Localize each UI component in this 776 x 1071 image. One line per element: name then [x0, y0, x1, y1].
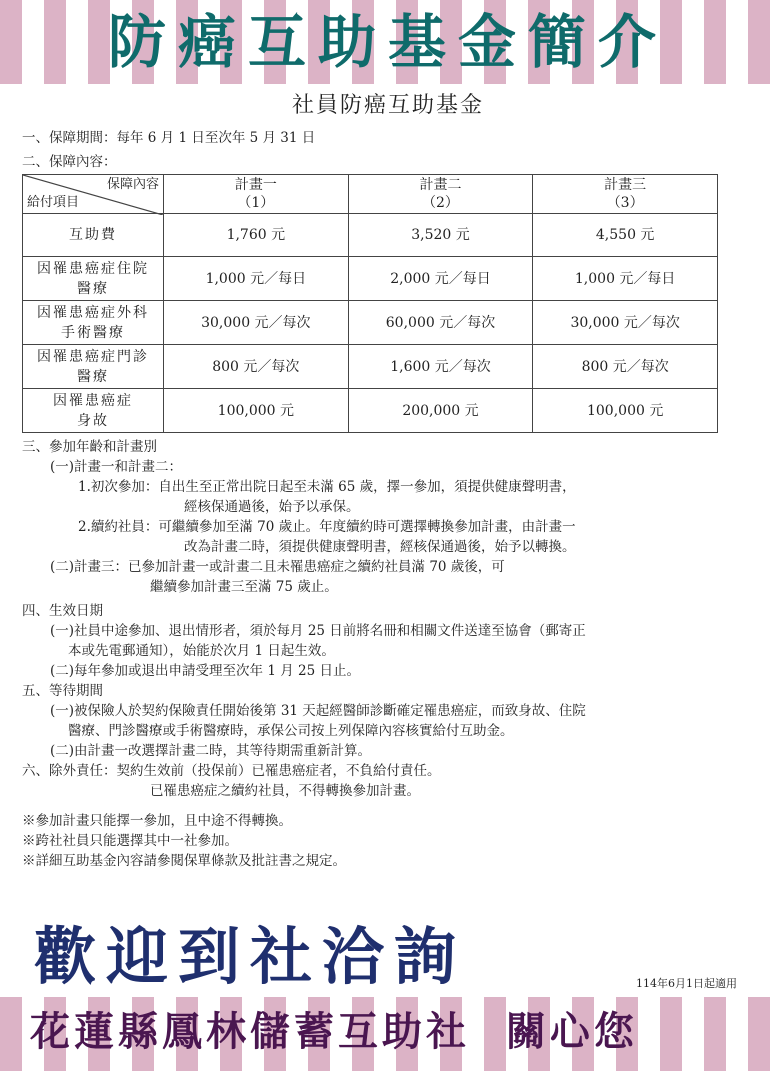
row-label: 互助費 — [23, 214, 164, 257]
diag-top-label: 保障內容 — [106, 177, 159, 192]
footer-slogan: 花蓮縣鳳林儲蓄互助社 關心您 — [30, 1008, 638, 1055]
table-cell: 1,760 元 — [164, 214, 349, 257]
section-effective-date: 四、生效日期 — [22, 603, 103, 619]
table-cell: 3,520 元 — [348, 214, 533, 257]
table-cell: 100,000 元 — [533, 389, 718, 433]
row-label: 因罹患癌症外科 手術醫療 — [23, 301, 164, 345]
clause-first-join: 1.初次參加：自出生至正常出院日起至未滿 65 歲，擇一參加，須提供健康聲明書， — [78, 479, 576, 495]
section-exclusions: 六、除外責任：契約生效前（投保前）已罹患癌症者，不負給付責任。 — [22, 763, 441, 779]
table-diagonal-header — [23, 175, 164, 214]
table-header-row — [23, 175, 718, 214]
table-cell: 100,000 元 — [164, 389, 349, 433]
table-cell: 800 元／每次 — [533, 345, 718, 389]
plan-header-1: 計畫一 （1） — [164, 175, 349, 214]
notes-list — [22, 811, 742, 871]
subsection-plan-3-cont: 繼續參加計畫三至滿 75 歲止。 — [150, 579, 338, 595]
table-row — [23, 301, 718, 345]
table-cell: 30,000 元／每次 — [164, 301, 349, 345]
table-cell: 1,000 元／每日 — [533, 257, 718, 301]
clause-join-withdraw-cont: 本或先電郵通知），始能於次月 1 日起生效。 — [68, 643, 335, 659]
table-row — [23, 389, 718, 433]
welcome-banner: 歡迎到社洽詢 — [34, 920, 467, 993]
diag-bottom-label: 給付項目 — [27, 195, 80, 210]
table-row — [23, 214, 718, 257]
table-cell: 800 元／每次 — [164, 345, 349, 389]
section-coverage-content: 二、保障內容： — [22, 154, 117, 170]
note-item: ※參加計畫只能擇一參加，且中途不得轉換。 — [22, 813, 292, 829]
table-cell: 1,600 元／每次 — [348, 345, 533, 389]
table-cell: 4,550 元 — [533, 214, 718, 257]
row-label: 因罹患癌症住院 醫療 — [23, 257, 164, 301]
document-subtitle: 社員防癌互助基金 — [291, 93, 484, 118]
clause-join-withdraw: (一)社員中途參加、退出情形者，須於每月 25 日前將名冊和相關文件送達至協會（郵寄正 — [50, 623, 586, 639]
clause-renewal: 2.續約社員：可繼續參加至滿 70 歲止。年度續約時可選擇轉換參加計畫，由計畫一 — [78, 519, 576, 535]
row-label: 因罹患癌症門診 醫療 — [23, 345, 164, 389]
section-exclusions-cont: 已罹患癌症之續約社員，不得轉換參加計畫。 — [150, 783, 420, 799]
table-cell: 30,000 元／每次 — [533, 301, 718, 345]
section-coverage-period: 一、保障期間：每年 6 月 1 日至次年 5 月 31 日 — [22, 130, 316, 146]
benefits-table — [22, 174, 718, 433]
row-label: 因罹患癌症 身故 — [23, 389, 164, 433]
effective-date: 114年6月1日起適用 — [636, 977, 737, 990]
section-age-plan: 三、參加年齡和計畫別 — [22, 439, 157, 455]
clause-waiting-cont: 醫療、門診醫療或手術醫療時，承保公司按上列保障內容核實給付互助金。 — [68, 723, 514, 739]
table-cell: 60,000 元／每次 — [348, 301, 533, 345]
document-body — [22, 128, 742, 871]
plan-header-3: 計畫三 （3） — [533, 175, 718, 214]
note-item: ※詳細互助基金內容請參閱保單條款及批註書之規定。 — [22, 853, 346, 869]
table-row — [23, 257, 718, 301]
clause-waiting: (一)被保險人於契約保險責任開始後第 31 天起經醫師診斷確定罹患癌症，而致身故、住院 — [50, 703, 586, 719]
subsection-plan-1-2: (一)計畫一和計畫二： — [50, 459, 183, 475]
table-cell: 1,000 元／每日 — [164, 257, 349, 301]
plan-header-2: 計畫二 （2） — [348, 175, 533, 214]
clause-first-join-cont: 經核保通過後，始予以承保。 — [184, 499, 360, 515]
section-waiting-period: 五、等待期間 — [22, 683, 103, 699]
note-item: ※跨社社員只能選擇其中一社參加。 — [22, 833, 238, 849]
table-cell: 200,000 元 — [348, 389, 533, 433]
table-cell: 2,000 元／每日 — [348, 257, 533, 301]
table-row — [23, 345, 718, 389]
subsection-plan-3: (二)計畫三：已參加計畫一或計畫二且未罹患癌症之續約社員滿 70 歲後，可 — [50, 559, 505, 575]
clause-plan-change: (二)由計畫一改選擇計畫二時，其等待期需重新計算。 — [50, 743, 372, 759]
clause-annual-deadline: (二)每年參加或退出申請受理至次年 1 月 25 日止。 — [50, 663, 360, 679]
clause-renewal-cont: 改為計畫二時，須提供健康聲明書，經核保通過後，始予以轉換。 — [184, 539, 576, 555]
page-title: 防癌互助基金簡介 — [107, 8, 668, 76]
